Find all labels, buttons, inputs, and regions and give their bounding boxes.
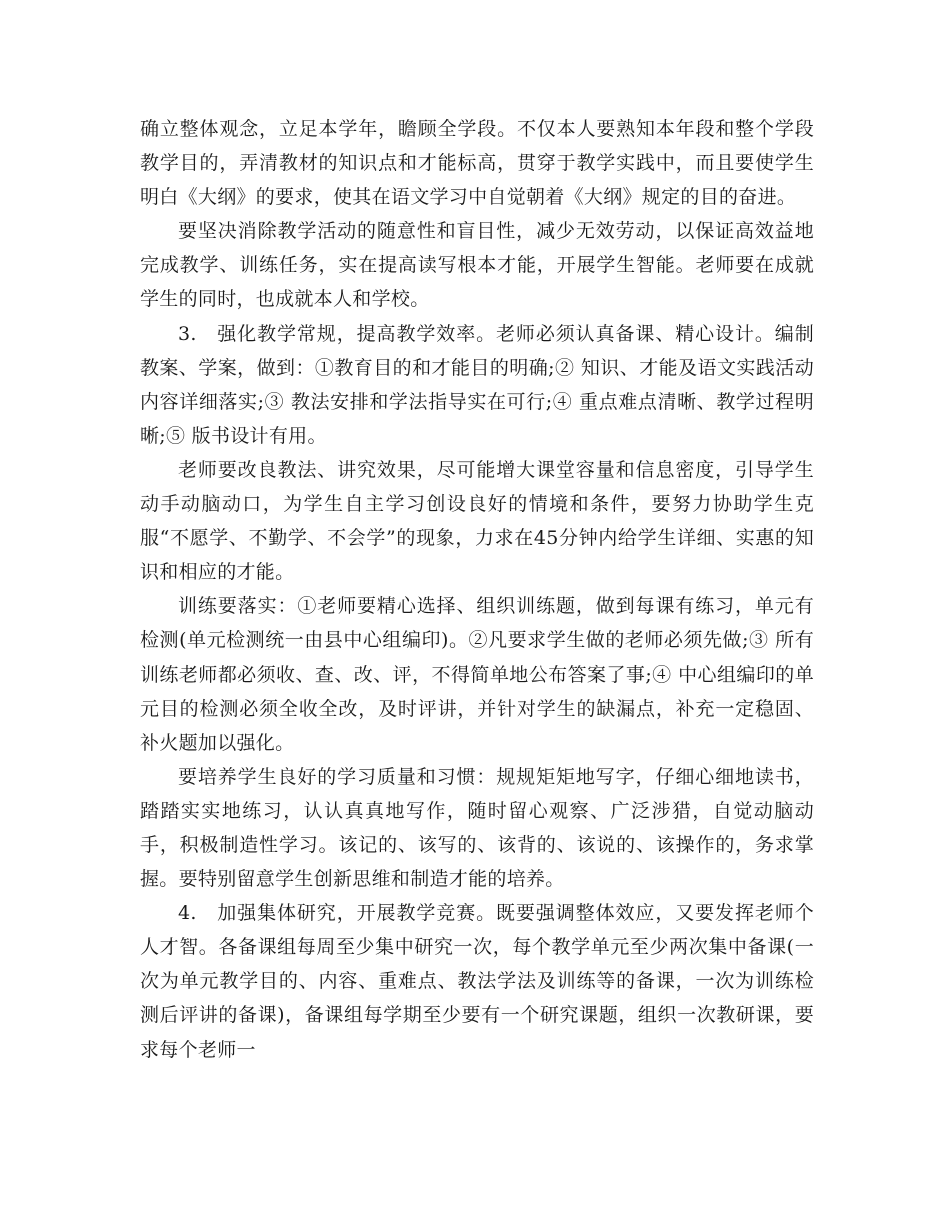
paragraph-6: 要培养学生良好的学习质量和习惯：规规矩矩地写字，仔细心细地读书，踏踏实实地练习，认认真真地写作，随时留心观察、广泛涉猎，自觉动脑动手，积极制造性学习。该记的、该写的、该背的、该说的、该操作的，务求掌握。要特别留意学生创新思维和制造才能的培养。 [140,765,814,891]
paragraph-1: 确立整体观念，立足本学年，瞻顾全学段。不仅本人要熟知本年段和整个学段教学目的，弄清教材的知识点和才能标高，贯穿于教学实践中，而且要使学生明白《大纲》的要求，使其在语文学习中自觉朝着《大纲》规定的目的奋进。 [140,118,814,209]
paragraph-3: 3. 强化教学常规，提高教学效率。老师必须认真备课、精心设计。编制教案、学案，做到：①教育目的和才能目的明确;② 知识、才能及语文实践活动内容详细落实;③ 教法安排和学法指导实在可行;④ 重点难点清晰、教学过程明晰;⑤ 版书设计有用。 [140,322,814,447]
paragraph-2: 要坚决消除教学活动的随意性和盲目性，减少无效劳动，以保证高效益地完成教学、训练任务，实在提高读写根本才能，开展学生智能。老师要在成就学生的同时，也成就本人和学校。 [140,220,814,311]
paragraph-7: 4. 加强集体研究，开展教学竞赛。既要强调整体效应，又要发挥老师个人才智。各备课组每周至少集中研究一次，每个教学单元至少两次集中备课(一次为单元教学目的、内容、重难点、教法学法及训练等的备课，一次为训练检测后评讲的备课)，备课组每学期至少要有一个研究课题，组织一次教研课，要求每个老师一 [140,902,814,1061]
document-body [140,112,814,1067]
paragraph-5: 训练要落实：①老师要精心选择、组织训练题，做到每课有练习，单元有检测(单元检测统一由县中心组编印)。②凡要求学生做的老师必须先做;③ 所有训练老师都必须收、查、改、评，不得简单地公布答案了事;④ 中心组编印的单元目的检测必须全收全改，及时评讲，并针对学生的缺漏点，补充一定稳固、补火题加以强化。 [140,595,814,754]
paragraph-4: 老师要改良教法、讲究效果，尽可能增大课堂容量和信息密度，引导学生动手动脑动口，为学生自主学习创设良好的情境和条件，要努力协助学生克服“不愿学、不勤学、不会学”的现象，力求在45分钟内给学生详细、实惠的知识和相应的才能。 [140,458,814,584]
